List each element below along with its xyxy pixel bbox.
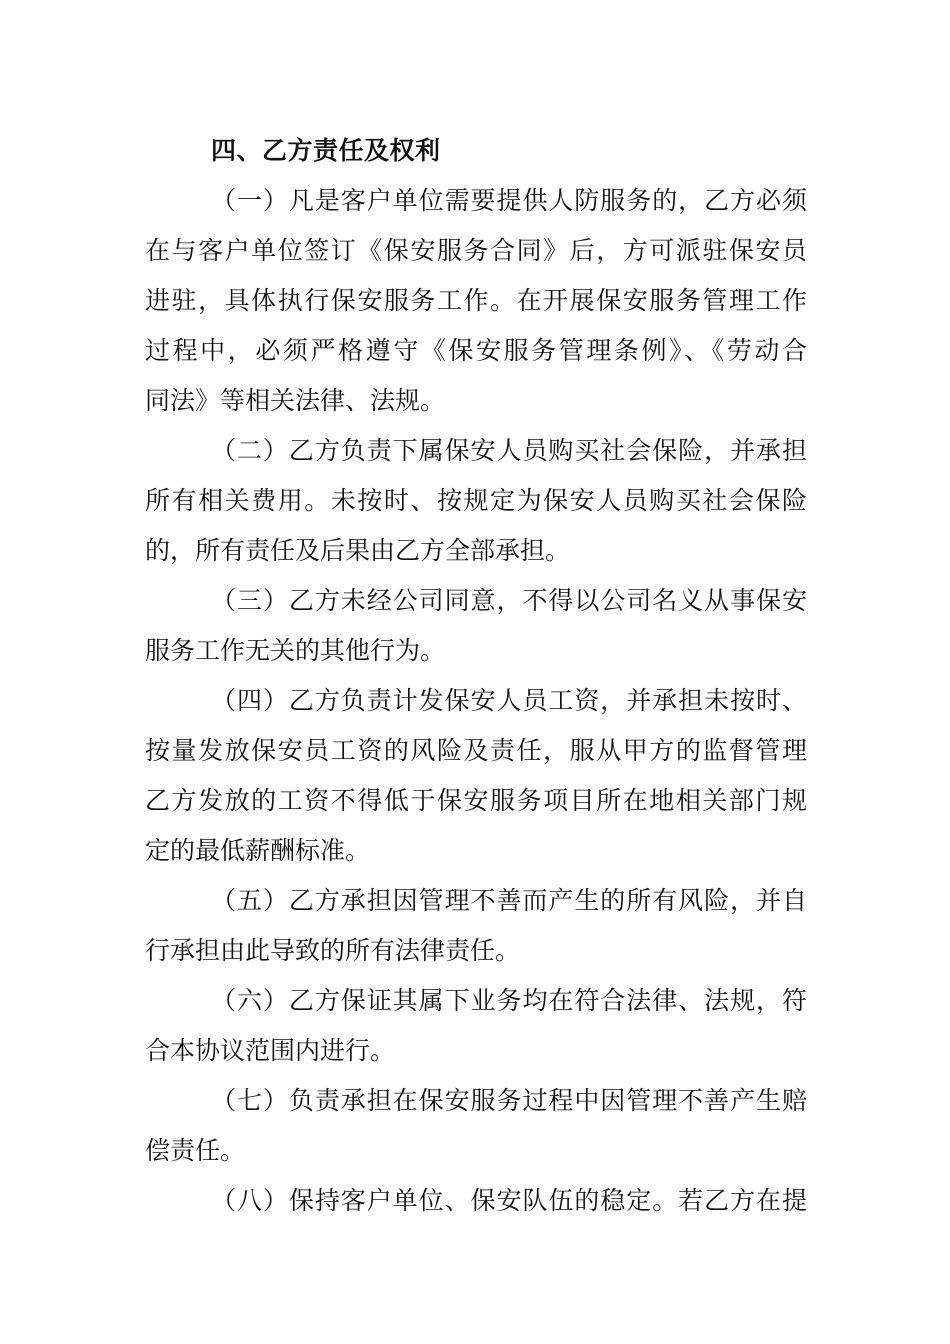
document-page <box>145 126 807 1226</box>
clause-5 <box>145 876 807 976</box>
clause-3 <box>145 576 807 676</box>
clause-line: 按量发放保安员工资的风险及责任，服从甲方的监督管理 <box>145 736 807 765</box>
clause-line: 行承担由此导致的所有法律责任。 <box>145 936 521 965</box>
clause-line: 偿责任。 <box>145 1136 246 1165</box>
clause-line: （一）凡是客户单位需要提供人防服务的，乙方必须 <box>211 186 807 215</box>
clause-line: 在与客户单位签订《保安服务合同》后，方可派驻保安员 <box>145 236 807 265</box>
clause-line: （四）乙方负责计发保安人员工资，并承担未按时、 <box>211 686 807 715</box>
clause-line: 合本协议范围内进行。 <box>145 1036 396 1065</box>
clause-line: 的，所有责任及后果由乙方全部承担。 <box>145 536 571 565</box>
clause-7 <box>145 1076 807 1176</box>
clause-2 <box>145 426 807 576</box>
clause-line: （五）乙方承担因管理不善而产生的所有风险，并自 <box>211 886 807 915</box>
clause-4 <box>145 676 807 876</box>
clause-line: 所有相关费用。未按时、按规定为保安人员购买社会保险 <box>145 486 807 515</box>
clause-1 <box>145 176 807 426</box>
clause-6 <box>145 976 807 1076</box>
clause-line: 同法》等相关法律、法规。 <box>145 386 446 415</box>
clause-line: （八）保持客户单位、保安队伍的稳定。若乙方在提 <box>211 1186 807 1215</box>
clause-line: 定的最低薪酬标准。 <box>145 836 371 865</box>
clause-8 <box>145 1176 807 1226</box>
clause-line: （三）乙方未经公司同意，不得以公司名义从事保安 <box>211 586 807 615</box>
clause-line: 服务工作无关的其他行为。 <box>145 636 446 665</box>
clause-line: 乙方发放的工资不得低于保安服务项目所在地相关部门规 <box>145 786 807 815</box>
clause-line: 进驻，具体执行保安服务工作。在开展保安服务管理工作 <box>145 286 807 315</box>
clause-line: （七）负责承担在保安服务过程中因管理不善产生赔 <box>211 1086 807 1115</box>
clause-line: （二）乙方负责下属保安人员购买社会保险，并承担 <box>211 436 807 465</box>
section-heading: 四、乙方责任及权利 <box>211 136 441 165</box>
clause-line: （六）乙方保证其属下业务均在符合法律、法规，符 <box>211 986 807 1015</box>
clause-line: 过程中，必须严格遵守《保安服务管理条例》、《劳动合 <box>145 336 807 365</box>
